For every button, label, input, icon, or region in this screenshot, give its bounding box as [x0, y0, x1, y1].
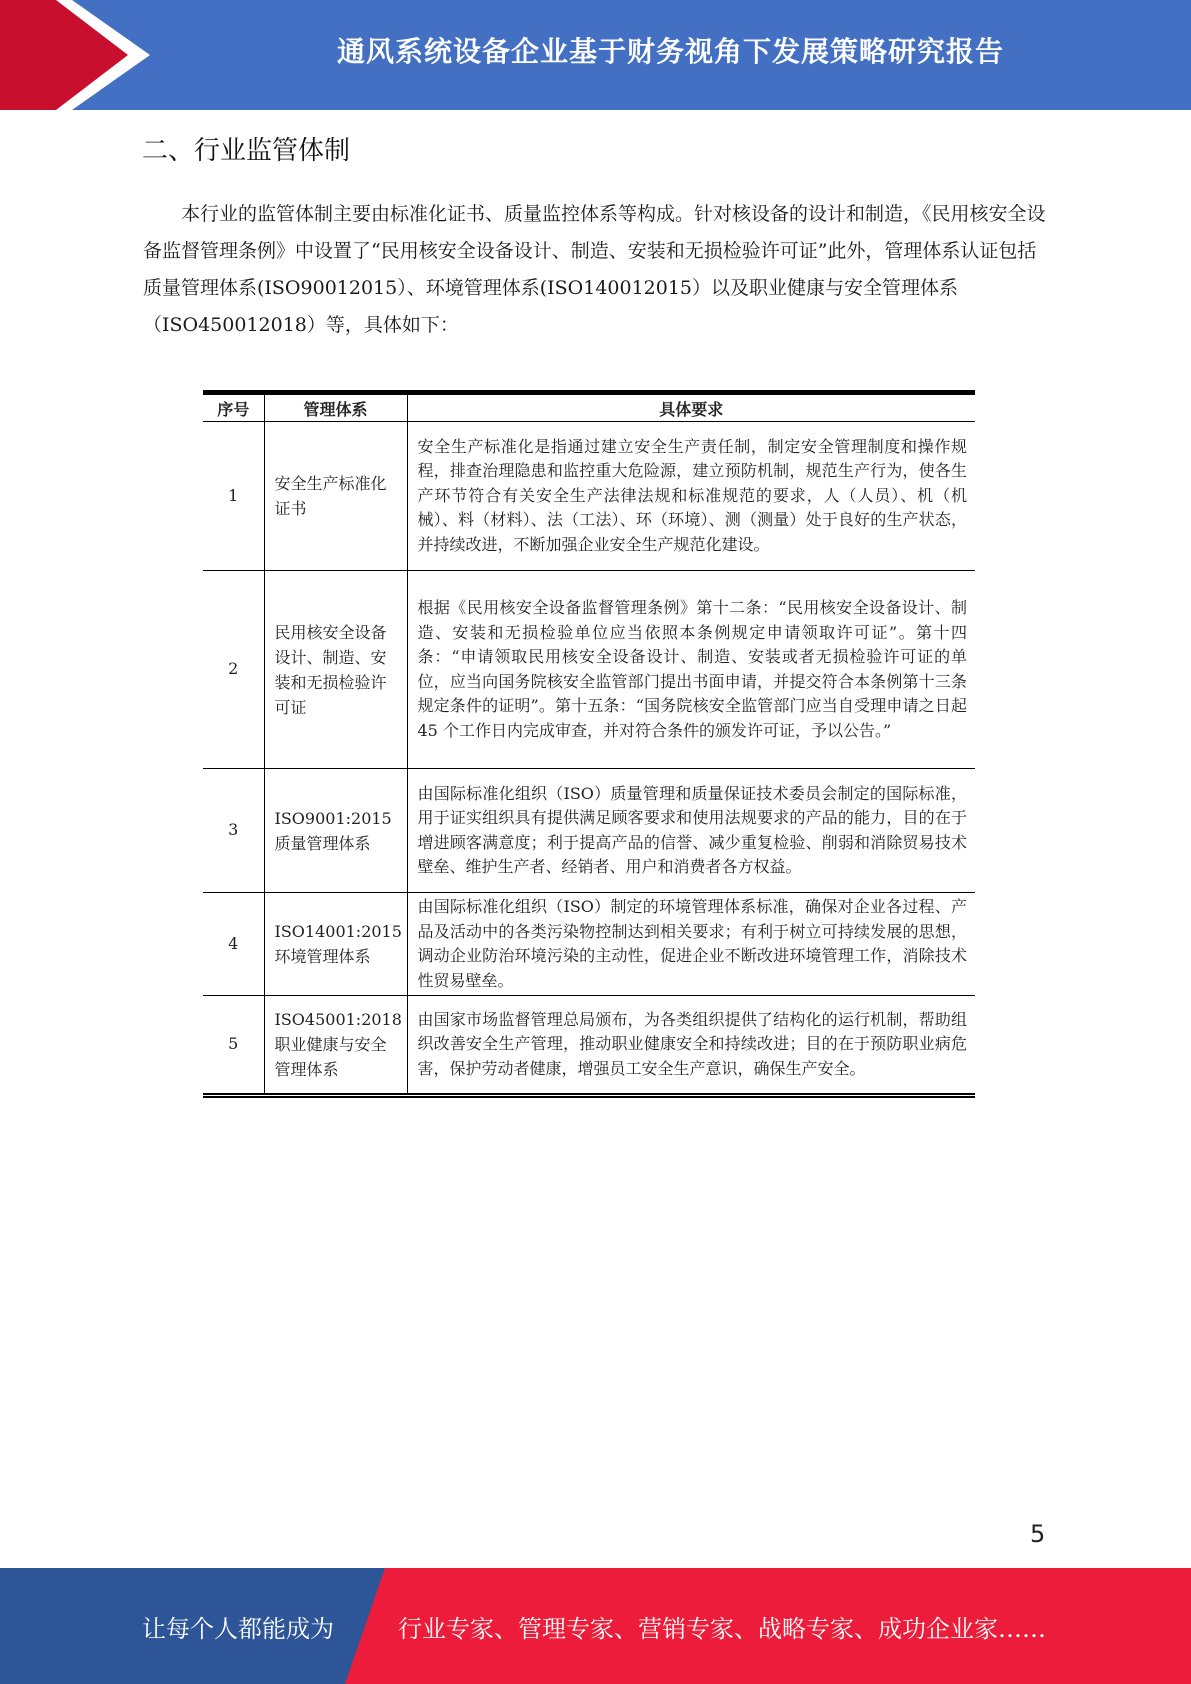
page-footer	[0, 1568, 1191, 1684]
regulation-table-container	[203, 390, 975, 1098]
footer-slogan-right: 行业专家、管理专家、营销专家、战略专家、成功企业家……	[398, 1614, 1046, 1643]
regulation-table	[203, 390, 975, 1098]
page-number: 5	[1030, 1520, 1046, 1548]
table-row	[203, 769, 975, 893]
header-chevron-logo	[0, 0, 160, 110]
row-number: 4	[203, 893, 264, 996]
row-requirement: 安全生产标准化是指通过建立安全生产责任制，制定安全管理制度和操作规程，排查治理隐患和监控重大危险源，建立预防机制，规范生产行为，使各生产环节符合有关安全生产法律法规和标准规范的要求，人（人员）、机（机械）、料（材料）、法（工法）、环（环境）、测（测量）处于良好的生产状态，并持续改进，不断加强企业安全生产规范化建设。	[407, 422, 975, 571]
table-row	[203, 422, 975, 571]
table-header-row	[203, 393, 975, 422]
row-number: 5	[203, 996, 264, 1096]
row-system: 安全生产标准化证书	[264, 422, 407, 571]
page-header	[0, 0, 1191, 110]
table-row	[203, 996, 975, 1096]
row-requirement: 由国际标准化组织（ISO）制定的环境管理体系标准，确保对企业各过程、产品及活动中的各类污染物控制达到相关要求；有利于树立可持续发展的思想，调动企业防治环境污染的主动性，促进企业不断改进环境管理工作，消除技术性贸易壁垒。	[407, 893, 975, 996]
table-row	[203, 571, 975, 769]
section-heading: 二、行业监管体制	[142, 136, 351, 166]
report-title: 通风系统设备企业基于财务视角下发展策略研究报告	[336, 35, 1004, 68]
row-system: ISO14001:2015环境管理体系	[264, 893, 407, 996]
row-number: 1	[203, 422, 264, 571]
header-no: 序号	[203, 393, 264, 422]
row-requirement: 由国家市场监督管理总局颁布，为各类组织提供了结构化的运行机制，帮助组织改善安全生产管理，推动职业健康安全和持续改进；目的在于预防职业病危害，保护劳动者健康，增强员工安全生产意识，确保生产安全。	[407, 996, 975, 1096]
intro-paragraph	[143, 196, 1048, 344]
row-number: 2	[203, 571, 264, 769]
row-requirement: 根据《民用核安全设备监督管理条例》第十二条：“民用核安全设备设计、制造、安装和无损检验单位应当依照本条例规定申请领取许可证”。第十四条：“申请领取民用核安全设备设计、制造、安装或者无损检验许可证的单位，应当向国务院核安全监管部门提出书面申请，并提交符合本条例第十三条规定条件的证明”。第十五条：“国务院核安全监管部门应当自受理申请之日起 45 个工作日内完成审查，并对符合条件的颁发许可证，予以公告。”	[407, 571, 975, 769]
intro-text: 本行业的监管体制主要由标准化证书、质量监控体系等构成。针对核设备的设计和制造，《民用核安全设备监督管理条例》中设置了“民用核安全设备设计、制造、安装和无损检验许可证”此外，管理体系认证包括质量管理体系(ISO90012015）、环境管理体系(ISO140012015）以及职业健康与安全管理体系（ISO450012018）等，具体如下：	[143, 203, 1046, 336]
footer-slogan-left: 让每个人都能成为	[142, 1614, 334, 1643]
table-row	[203, 893, 975, 996]
row-requirement: 由国际标准化组织（ISO）质量管理和质量保证技术委员会制定的国际标准，用于证实组织具有提供满足顾客要求和使用法规要求的产品的能力，目的在于增进顾客满意度；利于提高产品的信誉、减少重复检验、削弱和消除贸易技术壁垒、维护生产者、经销者、用户和消费者各方权益。	[407, 769, 975, 893]
row-system: 民用核安全设备设计、制造、安装和无损检验许可证	[264, 571, 407, 769]
header-requirement: 具体要求	[407, 393, 975, 422]
row-number: 3	[203, 769, 264, 893]
row-system: ISO9001:2015质量管理体系	[264, 769, 407, 893]
header-system: 管理体系	[264, 393, 407, 422]
row-system: ISO45001:2018职业健康与安全管理体系	[264, 996, 407, 1096]
